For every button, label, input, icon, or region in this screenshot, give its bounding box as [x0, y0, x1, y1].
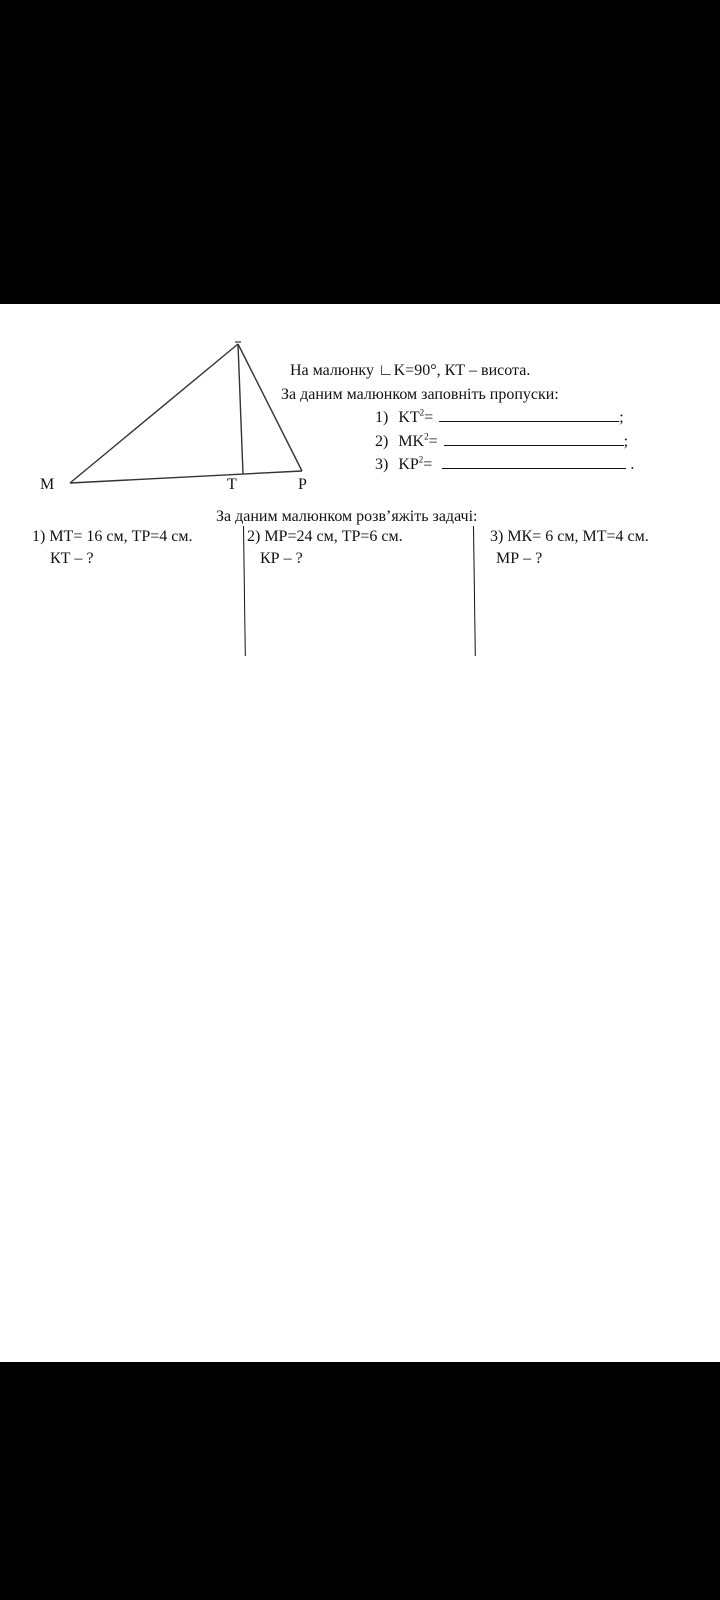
column-divider-1 [243, 526, 246, 656]
triangle-figure [0, 304, 720, 504]
fill-item-number: 3) [375, 456, 389, 473]
column-divider-2 [473, 526, 476, 656]
side-mp [70, 471, 302, 483]
header-line-2: За даним малюнком заповніть пропуски: [281, 386, 559, 403]
fill-item-number: 2) [375, 433, 389, 450]
task-3-find: МР – ? [496, 550, 543, 567]
fill-item-sup: 2 [419, 407, 425, 418]
label-p: P [298, 476, 307, 493]
fill-item-1 [375, 409, 624, 427]
label-t: T [227, 476, 237, 493]
task-2-given: 2) МР=24 см, ТР=6 см. [247, 528, 403, 545]
task-1-given: 1) МТ= 16 см, ТР=4 см. [32, 528, 193, 545]
task-2-find: КР – ? [260, 550, 303, 567]
fill-item-sup: 2 [424, 431, 429, 442]
task-3-given: 3) МК= 6 см, МТ=4 см. [490, 528, 649, 545]
fill-item-label: KT [398, 409, 420, 426]
fill-item-end: ; [623, 433, 629, 450]
label-m: M [40, 476, 55, 493]
fill-item-eq: = [424, 409, 434, 426]
side-mk [70, 344, 238, 483]
height-kt [238, 344, 243, 474]
answer-blank-2[interactable] [444, 444, 624, 446]
fill-item-label: MK [398, 433, 425, 450]
worksheet-page [0, 304, 720, 1362]
tasks-title: За даним малюнком розв’яжіть задачі: [216, 508, 478, 525]
header-line-1: На малюнку ∟K=90°, КТ – висота. [290, 362, 531, 379]
fill-item-eq: = [428, 433, 438, 450]
fill-item-end: . [630, 456, 635, 473]
fill-item-2 [375, 433, 628, 451]
answer-blank-3[interactable] [442, 467, 626, 469]
fill-item-eq: = [423, 456, 433, 473]
fill-item-sup: 2 [418, 454, 424, 465]
fill-item-label: KP [398, 456, 419, 473]
task-1-find: КТ – ? [50, 550, 94, 567]
fill-item-3 [375, 456, 634, 474]
fill-item-number: 1) [375, 409, 389, 426]
answer-blank-1[interactable] [439, 420, 619, 422]
fill-item-end: ; [619, 409, 624, 426]
